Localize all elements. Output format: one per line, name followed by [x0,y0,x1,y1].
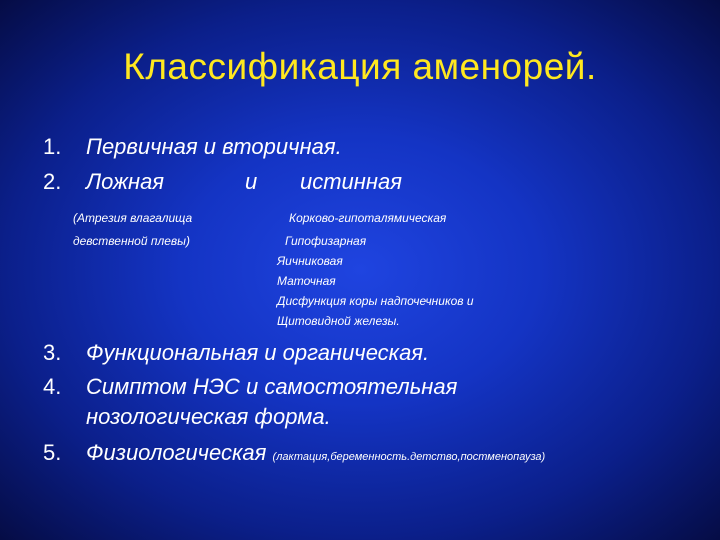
item-number: 4. [43,374,62,399]
true-form-line: Гипофизарная [285,234,367,248]
true-form-line: Щитовидной железы. [277,314,400,328]
item-number: 5. [43,440,62,465]
true-form-line: Дисфункция коры надпочечников и [277,294,474,308]
true-form-line: Маточная [277,274,336,288]
item-text-continued: нозологическая форма. [86,404,331,429]
item-text-parenthetical: (лактация,беременность.детство,постменопауза) [272,451,546,463]
item-number: 3. [43,340,62,365]
item-text [86,440,545,466]
item-text-false: Ложная [86,169,165,194]
item-text-main: Физиологическая [86,440,267,465]
item-text: Функциональная и органическая. [86,340,430,365]
false-form-line: (Атрезия влагалища [73,211,193,225]
item-text: Первичная и вторичная. [86,134,342,159]
item-number: 1. [43,134,62,159]
item-number: 2. [43,169,62,194]
item-text-conjunction: и [245,169,258,194]
item-text: Симптом НЭС и самостоятельная [86,374,458,399]
false-form-line: девственной плевы) [73,234,190,248]
true-form-line: Корково-гипоталямическая [289,211,447,225]
slide-title: Классификация аменорей. [123,46,597,87]
item-text-true: истинная [300,169,402,194]
true-form-line: Яичниковая [277,254,343,268]
